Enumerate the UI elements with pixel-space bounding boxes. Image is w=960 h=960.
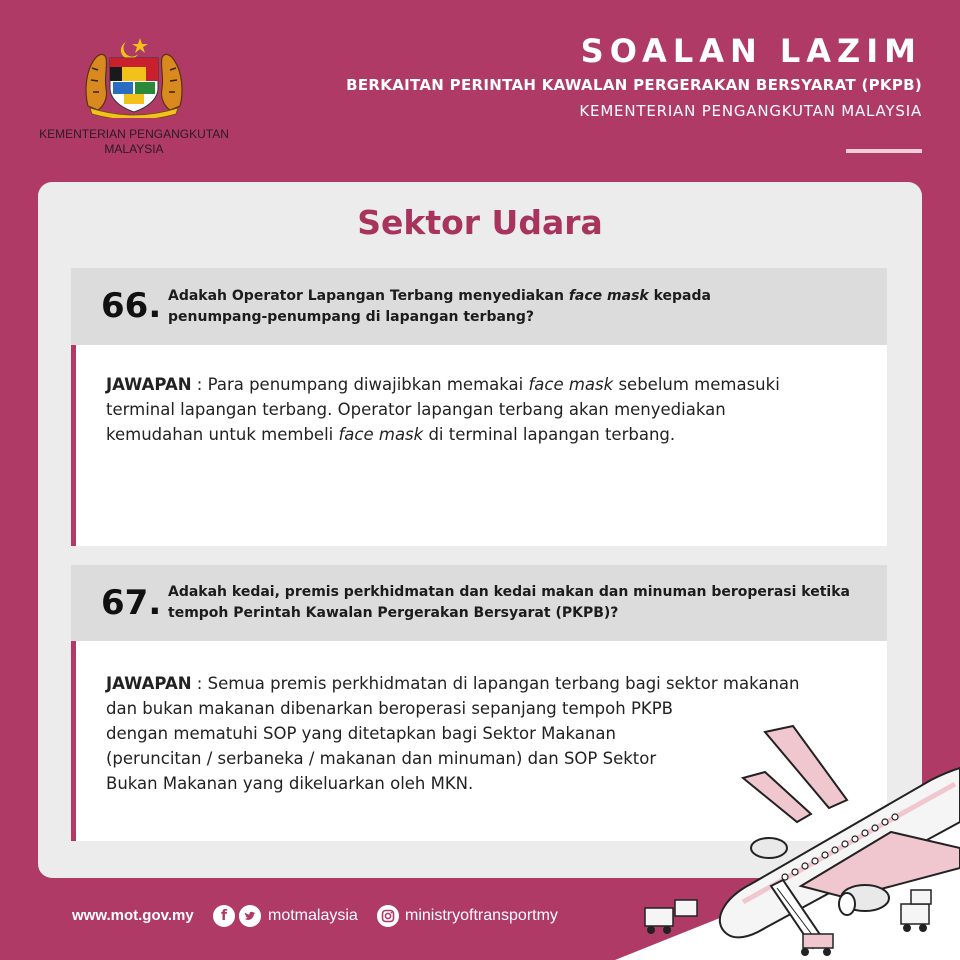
answer-line: di terminal lapangan terbang. [423, 425, 676, 444]
answer-label: JAWAPAN [106, 375, 192, 394]
ministry-logo-label [26, 127, 242, 157]
answer-line: Para penumpang diwajibkan memakai [207, 375, 529, 394]
question-text-italic: face mask [568, 288, 649, 304]
answer-separator: : [191, 674, 208, 693]
answer-line: kemudahan untuk membeli [106, 425, 339, 444]
answer-separator: : [191, 375, 208, 394]
answer-line: sebelum memasuki [613, 375, 780, 394]
question-text-part: kepada [648, 288, 711, 304]
answer-accent-bar [71, 641, 76, 841]
airplane-illustration [615, 672, 960, 960]
question-number: 66. [101, 286, 162, 326]
website-link[interactable]: www.mot.gov.my [72, 907, 194, 924]
answer-label: JAWAPAN [106, 674, 192, 693]
twitter-icon[interactable] [239, 905, 261, 927]
section-title: Sektor Udara [357, 203, 603, 242]
facebook-twitter-handle[interactable]: motmalaysia [268, 907, 358, 924]
question-text-part: Adakah Operator Lapangan Terbang menyediakan [168, 288, 569, 304]
question-header [71, 268, 887, 345]
page-subtitle: BERKAITAN PERINTAH KAWALAN PERGERAKAN BERSYARAT (PKPB) [346, 76, 922, 94]
answer-accent-bar [71, 345, 76, 546]
instagram-handle[interactable]: ministryoftransportmy [405, 907, 558, 924]
page-title: SOALAN LAZIM [580, 32, 922, 70]
ministry-name: KEMENTERIAN PENGANGKUTAN MALAYSIA [579, 102, 922, 120]
answer-italic: face mask [528, 375, 614, 394]
question-text-line1: Adakah kedai, premis perkhidmatan dan kedai makan dan minuman beroperasi ketika [168, 584, 850, 600]
answer-line: dan bukan makanan dibenarkan beroperasi sepanjang tempoh PKPB [106, 699, 673, 718]
header-divider [846, 149, 922, 153]
question-header [71, 565, 887, 641]
faq-item-66 [71, 268, 887, 546]
question-number: 67. [101, 583, 162, 623]
answer-line: terminal lapangan terbang. Operator lapangan terbang akan menyediakan [106, 400, 726, 419]
answer-line: dengan mematuhi SOP yang ditetapkan bagi Sektor Makanan [106, 724, 616, 743]
ministry-logo-label-line2: MALAYSIA [104, 142, 164, 156]
coat-of-arms-logo [82, 36, 186, 118]
answer-line: Semua premis perkhidmatan di lapangan terbang bagi sektor makanan [207, 674, 800, 693]
ministry-logo-label-line1: KEMENTERIAN PENGANGKUTAN [39, 127, 229, 141]
question-text [168, 286, 858, 328]
question-text-line2: tempoh Perintah Kawalan Pergerakan Bersyarat (PKPB)? [168, 605, 619, 621]
instagram-icon[interactable] [377, 905, 399, 927]
answer-line: (peruncitan / serbaneka / makanan dan minuman) dan SOP Sektor [106, 749, 657, 768]
question-text [168, 582, 858, 624]
answer-text [106, 372, 846, 447]
answer-italic: face mask [338, 425, 424, 444]
answer-line: Bukan Makanan yang dikeluarkan oleh MKN. [106, 774, 474, 793]
question-text-line2: penumpang-penumpang di lapangan terbang? [168, 309, 535, 325]
facebook-icon[interactable]: f [213, 905, 235, 927]
